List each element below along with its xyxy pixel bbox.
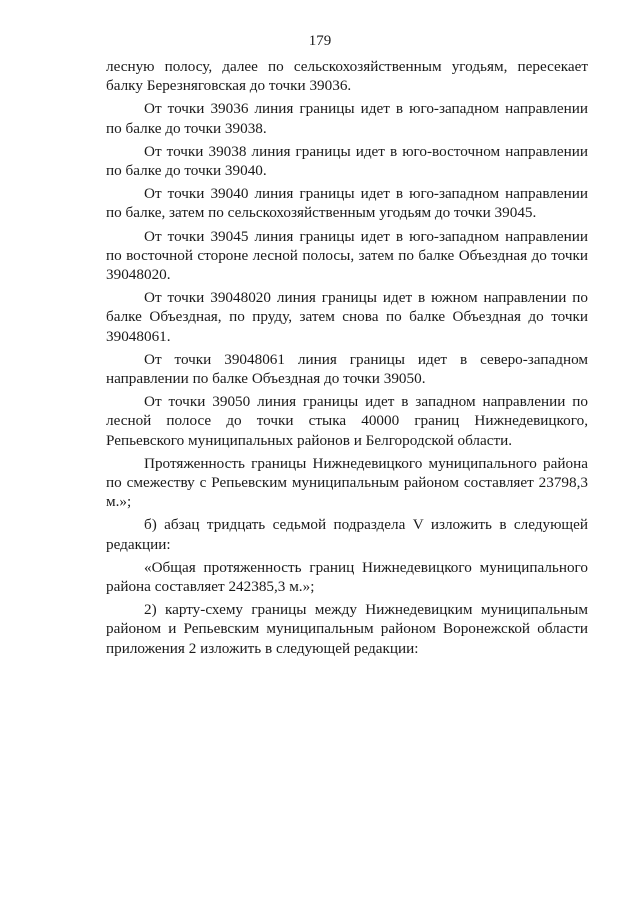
paragraph-segment-39048020: От точки 39048020 линия границы идет в южном направлении по балке Объездная, по пруду, затем снова по балке Объездная до точки 39048061. xyxy=(106,289,588,345)
paragraph-segment-39036: От точки 39036 линия границы идет в юго-западном направлении по балке до точки 39038. xyxy=(106,100,588,137)
paragraph-continuation: лесную полосу, далее по сельскохозяйственным угодьям, пересекает балку Березняговская до точки 39036. xyxy=(106,58,588,95)
document-body xyxy=(106,57,588,662)
paragraph-segment-39045: От точки 39045 линия границы идет в юго-западном направлении по восточной стороне лесной полосы, затем по балке Объездная до точки 39048020. xyxy=(106,227,588,284)
paragraph-segment-39050: От точки 39050 линия границы идет в западном направлении по лесной полосе до точки стыка 40000 границ Нижнедевицкого, Репьевского муниципальных районов и Белгородской области. xyxy=(106,393,588,449)
paragraph-segment-39038: От точки 39038 линия границы идет в юго-восточном направлении по балке до точки 39040. xyxy=(106,142,588,180)
paragraph-border-length: Протяженность границы Нижнедевицкого муниципального района по смежеству с Репьевским муниципальным районом составляет 23798,3 м.»; xyxy=(106,454,588,511)
paragraph-segment-39048061: От точки 39048061 линия границы идет в северо-западном направлении по балке Объездная до точки 39050. xyxy=(106,350,588,388)
paragraph-amendment-2: 2) карту-схему границы между Нижнедевицким муниципальным районом и Репьевским муниципальным районом Воронежской области приложения 2 изложить в следующей редакции: xyxy=(106,601,588,657)
paragraph-total-length: «Общая протяженность границ Нижнедевицкого муниципального района составляет 242385,3 м.»; xyxy=(106,558,588,596)
page-number: 179 xyxy=(308,33,332,49)
paragraph-amendment-b: б) абзац тридцать седьмой подраздела V изложить в следующей редакции: xyxy=(106,516,588,553)
paragraph-segment-39040: От точки 39040 линия границы идет в юго-западном направлении по балке, затем по сельскохозяйственным угодьям до точки 39045. xyxy=(106,185,588,222)
